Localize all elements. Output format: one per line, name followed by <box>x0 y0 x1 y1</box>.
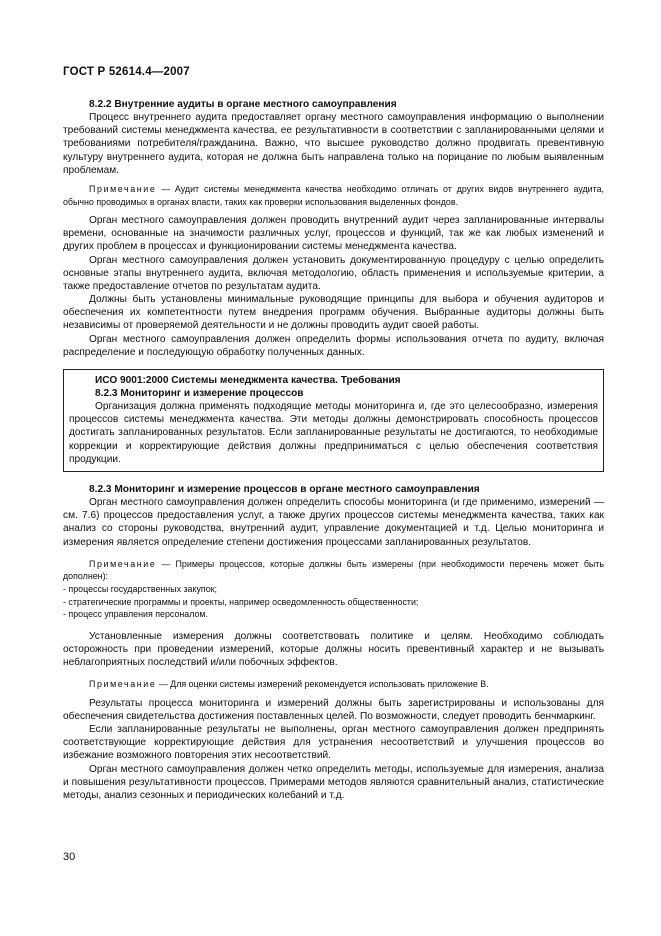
section-822-paragraph-1: Процесс внутреннего аудита предоставляет органу местного самоуправления информацию о выполнении требований системы менеджмента качества, ее результативности в соответствии с запланированными целями и требованиями потребителя/гражданина. Важно, что высшее руководство должно продвигать превентивную культуру внутреннего аудита, которая не должна быть направлена только на порицание по любым выявленным проблемам. <box>63 112 604 176</box>
page-content <box>63 98 604 802</box>
standard-header: ГОСТ Р 52614.4—2007 <box>63 66 190 78</box>
section-823-paragraph-1: Орган местного самоуправления должен определить способы мониторинга (и где применимо, измерений — см. 7.6) процессов предоставления услуг, а также других процессов системы менеджмента качества, таких как анализ со стороны руководства, внутренний аудит, управление документацией и т.д. Целью мониторинга и измерения является определение степени достижения процессами запланированных результатов. <box>63 497 604 548</box>
section-822-paragraph-4: Должны быть установлены минимальные руководящие принципы для выбора и обучения аудиторов и обеспечения их компетентности путем внедрения программ обучения. Выбранные аудиторы должны быть независимы от проверяемой деятельности и не должны проводить аудит своей работы. <box>63 294 604 332</box>
section-823-paragraph-4: Если запланированные результаты не выполнены, орган местного самоуправления должен предпринять соответствующие корректирующие действия для устранения несоответствий и улучшения процессов во избежание возможного повторения этих несоответствий. <box>63 724 604 762</box>
note-text: — Примеры процессов, которые должны быть измерены (при необходимости перечень может быть дополнен): <box>63 558 604 582</box>
section-823-paragraph-2: Установленные измерения должны соответствовать политике и целям. Необходимо соблюдать осторожность при проведении измерений, которые должны носить превентивный характер и не вызывать неблагоприятных последствий и/или побочных эффектов. <box>63 630 604 668</box>
section-823-paragraph-3: Результаты процесса мониторинга и измерений должны быть зарегистрированы и использованы для обеспечения свидетельства достижения поставленных целей. По возможности, следует проводить бенчмаркинг. <box>63 697 604 722</box>
iso-quote-text: Организация должна применять подходящие методы мониторинга и, где это целесообразно, измерения процессов системы менеджмента качества. Эти методы должны демонстрировать способность процессов достигать запланированных результатов. Если запланированные результаты не достигаются, то необходимые коррекции и корректирующие действия должны предприниматься с целью обеспечения соответствия продукции. <box>69 401 598 465</box>
section-823-paragraph-5: Орган местного самоуправления должен четко определить методы, используемые для измерения, анализа и повышения результативности процессов. Примерами методов являются сравнительный анализ, статистические методы, анализ сезонных и периодических колебаний и т.д. <box>63 763 604 801</box>
section-823-note-1 <box>63 558 604 583</box>
list-item: - стратегические программы и проекты, например осведомленность общественности; <box>63 596 419 607</box>
note-label: Примечание <box>89 558 157 569</box>
note-text: — Аудит системы менеджмента качества необходимо отличать от других видов внутреннего аудита, обычно проводимых в органах власти, таких как проверки использования выделенных фондов. <box>63 183 604 207</box>
section-823-heading: 8.2.3 Мониторинг и измерение процессов в органе местного самоуправления <box>89 483 480 495</box>
iso-quote-box <box>63 369 604 472</box>
section-822-paragraph-3: Орган местного самоуправления должен установить документированную процедуру с целью определить основные этапы внутреннего аудита, включая методологию, область применения и используемые критерии, а также предоставление отчетов по результатам аудита. <box>63 254 604 292</box>
section-823-note-2 <box>63 678 604 691</box>
page-number: 30 <box>63 851 76 863</box>
iso-quote-title: ИСО 9001:2000 Системы менеджмента качества. Требования <box>95 374 401 386</box>
note-label: Примечание <box>89 679 157 690</box>
list-item: - процесс управления персоналом. <box>63 609 208 620</box>
process-examples-list <box>63 583 604 621</box>
section-822-note <box>63 183 604 208</box>
note-text: — Для оценки системы измерений рекомендуется использовать приложение В. <box>156 679 489 690</box>
section-822-paragraph-5: Орган местного самоуправления должен определить формы использования отчета по аудиту, включая распределение и последующую обработку полученных данных. <box>63 333 604 358</box>
section-822-heading: 8.2.2 Внутренние аудиты в органе местного самоуправления <box>89 99 397 110</box>
section-822-paragraph-2: Орган местного самоуправления должен проводить внутренний аудит через запланированные интервалы времени, основанные на значимости различных услуг, процессов и функций, так же как любых изменений и других проблем в процессах и функционировании системы менеджмента качества. <box>63 215 604 253</box>
note-label: Примечание <box>89 183 157 194</box>
list-item: - процессы государственных закупок; <box>63 583 217 594</box>
iso-quote-clause: 8.2.3 Мониторинг и измерение процессов <box>95 388 304 399</box>
